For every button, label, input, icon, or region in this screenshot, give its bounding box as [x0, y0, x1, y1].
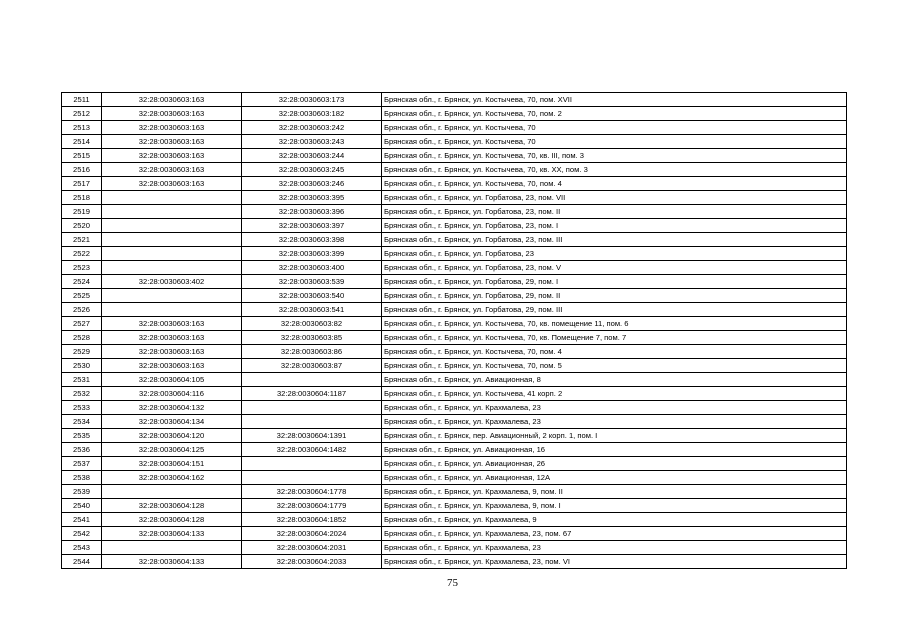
cadastral-number-cell: 32:28:0030603:395 — [242, 191, 382, 205]
page-number: 75 — [447, 577, 458, 589]
parent-cadastral-number-cell: 32:28:0030603:163 — [102, 121, 242, 135]
row-number-cell: 2515 — [62, 149, 102, 163]
row-number-cell: 2514 — [62, 135, 102, 149]
cadastral-number-cell — [242, 373, 382, 387]
parent-cadastral-number-cell: 32:28:0030604:162 — [102, 471, 242, 485]
address-cell: Брянская обл., г. Брянск, ул. Крахмалева, 23, пом. 67 — [382, 527, 847, 541]
parent-cadastral-number-cell — [102, 261, 242, 275]
table-row — [62, 247, 847, 261]
address-cell: Брянская обл., г. Брянск, ул. Крахмалева, 9, пом. I — [382, 499, 847, 513]
row-number-cell: 2522 — [62, 247, 102, 261]
cadastral-number-cell: 32:28:0030603:541 — [242, 303, 382, 317]
address-cell: Брянская обл., г. Брянск, ул. Костычева, 70 — [382, 135, 847, 149]
parent-cadastral-number-cell — [102, 289, 242, 303]
table-row — [62, 443, 847, 457]
row-number-cell: 2538 — [62, 471, 102, 485]
address-cell: Брянская обл., г. Брянск, ул. Крахмалева, 23, пом. VI — [382, 555, 847, 569]
address-cell: Брянская обл., г. Брянск, ул. Костычева, 70, пом. XVII — [382, 93, 847, 107]
address-cell: Брянская обл., г. Брянск, ул. Горбатова, 23, пом. V — [382, 261, 847, 275]
cadastral-number-cell — [242, 401, 382, 415]
row-number-cell: 2525 — [62, 289, 102, 303]
cadastral-number-cell: 32:28:0030604:1852 — [242, 513, 382, 527]
cadastral-number-cell: 32:28:0030604:1778 — [242, 485, 382, 499]
parent-cadastral-number-cell: 32:28:0030603:163 — [102, 107, 242, 121]
table-row — [62, 429, 847, 443]
parent-cadastral-number-cell: 32:28:0030604:105 — [102, 373, 242, 387]
row-number-cell: 2511 — [62, 93, 102, 107]
table-row — [62, 387, 847, 401]
address-cell: Брянская обл., г. Брянск, ул. Костычева, 70, пом. 5 — [382, 359, 847, 373]
row-number-cell: 2526 — [62, 303, 102, 317]
cadastral-number-cell — [242, 415, 382, 429]
address-cell: Брянская обл., г. Брянск, ул. Горбатова, 23, пом. II — [382, 205, 847, 219]
table-row — [62, 331, 847, 345]
row-number-cell: 2530 — [62, 359, 102, 373]
address-cell: Брянская обл., г. Брянск, ул. Горбатова, 23 — [382, 247, 847, 261]
cadastral-number-cell: 32:28:0030604:1391 — [242, 429, 382, 443]
parent-cadastral-number-cell: 32:28:0030604:125 — [102, 443, 242, 457]
row-number-cell: 2531 — [62, 373, 102, 387]
parent-cadastral-number-cell — [102, 219, 242, 233]
row-number-cell: 2534 — [62, 415, 102, 429]
table-row — [62, 219, 847, 233]
table-row — [62, 499, 847, 513]
cadastral-number-cell: 32:28:0030603:86 — [242, 345, 382, 359]
table-row — [62, 233, 847, 247]
parent-cadastral-number-cell: 32:28:0030604:128 — [102, 513, 242, 527]
address-cell: Брянская обл., г. Брянск, ул. Горбатова, 23, пом. I — [382, 219, 847, 233]
cadastral-number-cell: 32:28:0030604:1779 — [242, 499, 382, 513]
cadastral-number-cell: 32:28:0030604:2031 — [242, 541, 382, 555]
row-number-cell: 2542 — [62, 527, 102, 541]
table-row — [62, 191, 847, 205]
table-row — [62, 373, 847, 387]
cadastral-number-cell: 32:28:0030603:398 — [242, 233, 382, 247]
table-row — [62, 303, 847, 317]
parent-cadastral-number-cell: 32:28:0030603:163 — [102, 149, 242, 163]
address-cell: Брянская обл., г. Брянск, ул. Горбатова, 29, пом. II — [382, 289, 847, 303]
table-row — [62, 527, 847, 541]
address-cell: Брянская обл., г. Брянск, ул. Костычева, 70, кв. III, пом. 3 — [382, 149, 847, 163]
table-row — [62, 289, 847, 303]
table-row — [62, 485, 847, 499]
cadastral-number-cell: 32:28:0030604:2024 — [242, 527, 382, 541]
registry-table-body — [62, 93, 847, 569]
address-cell: Брянская обл., г. Брянск, ул. Костычева, 70, пом. 2 — [382, 107, 847, 121]
address-cell: Брянская обл., г. Брянск, ул. Горбатова, 23, пом. VII — [382, 191, 847, 205]
table-row — [62, 205, 847, 219]
address-cell: Брянская обл., г. Брянск, ул. Горбатова, 23, пом. III — [382, 233, 847, 247]
cadastral-number-cell: 32:28:0030603:245 — [242, 163, 382, 177]
table-row — [62, 457, 847, 471]
row-number-cell: 2521 — [62, 233, 102, 247]
row-number-cell: 2543 — [62, 541, 102, 555]
parent-cadastral-number-cell: 32:28:0030604:151 — [102, 457, 242, 471]
address-cell: Брянская обл., г. Брянск, ул. Костычева, 70, кв. Помещение 7, пом. 7 — [382, 331, 847, 345]
table-row — [62, 345, 847, 359]
parent-cadastral-number-cell — [102, 485, 242, 499]
cadastral-number-cell — [242, 471, 382, 485]
address-cell: Брянская обл., г. Брянск, ул. Костычева, 70 — [382, 121, 847, 135]
parent-cadastral-number-cell: 32:28:0030603:163 — [102, 317, 242, 331]
parent-cadastral-number-cell: 32:28:0030603:163 — [102, 359, 242, 373]
address-cell: Брянская обл., г. Брянск, ул. Авиационная, 12А — [382, 471, 847, 485]
table-row — [62, 275, 847, 289]
table-row — [62, 513, 847, 527]
parent-cadastral-number-cell: 32:28:0030604:132 — [102, 401, 242, 415]
parent-cadastral-number-cell — [102, 205, 242, 219]
cadastral-number-cell: 32:28:0030603:539 — [242, 275, 382, 289]
cadastral-number-cell: 32:28:0030603:244 — [242, 149, 382, 163]
row-number-cell: 2535 — [62, 429, 102, 443]
cadastral-number-cell: 32:28:0030603:396 — [242, 205, 382, 219]
table-row — [62, 135, 847, 149]
parent-cadastral-number-cell: 32:28:0030603:163 — [102, 345, 242, 359]
row-number-cell: 2523 — [62, 261, 102, 275]
parent-cadastral-number-cell: 32:28:0030603:163 — [102, 177, 242, 191]
address-cell: Брянская обл., г. Брянск, ул. Авиационная, 16 — [382, 443, 847, 457]
cadastral-number-cell: 32:28:0030604:2033 — [242, 555, 382, 569]
row-number-cell: 2516 — [62, 163, 102, 177]
row-number-cell: 2518 — [62, 191, 102, 205]
cadastral-number-cell: 32:28:0030603:246 — [242, 177, 382, 191]
address-cell: Брянская обл., г. Брянск, ул. Крахмалева, 23 — [382, 401, 847, 415]
table-row — [62, 93, 847, 107]
address-cell: Брянская обл., г. Брянск, ул. Костычева, 70, пом. 4 — [382, 177, 847, 191]
address-cell: Брянская обл., г. Брянск, ул. Крахмалева, 9, пом. II — [382, 485, 847, 499]
table-row — [62, 471, 847, 485]
cadastral-number-cell: 32:28:0030603:400 — [242, 261, 382, 275]
parent-cadastral-number-cell: 32:28:0030604:133 — [102, 527, 242, 541]
row-number-cell: 2529 — [62, 345, 102, 359]
parent-cadastral-number-cell: 32:28:0030604:120 — [102, 429, 242, 443]
cadastral-number-cell: 32:28:0030604:1482 — [242, 443, 382, 457]
parent-cadastral-number-cell — [102, 541, 242, 555]
address-cell: Брянская обл., г. Брянск, ул. Крахмалева, 23 — [382, 541, 847, 555]
cadastral-number-cell: 32:28:0030603:87 — [242, 359, 382, 373]
table-row — [62, 261, 847, 275]
address-cell: Брянская обл., г. Брянск, ул. Крахмалева, 9 — [382, 513, 847, 527]
address-cell: Брянская обл., г. Брянск, ул. Авиационная, 26 — [382, 457, 847, 471]
registry-table — [61, 92, 847, 569]
parent-cadastral-number-cell: 32:28:0030603:163 — [102, 93, 242, 107]
cadastral-number-cell: 32:28:0030603:82 — [242, 317, 382, 331]
parent-cadastral-number-cell: 32:28:0030604:133 — [102, 555, 242, 569]
cadastral-number-cell: 32:28:0030603:173 — [242, 93, 382, 107]
address-cell: Брянская обл., г. Брянск, ул. Крахмалева, 23 — [382, 415, 847, 429]
address-cell: Брянская обл., г. Брянск, ул. Горбатова, 29, пом. III — [382, 303, 847, 317]
address-cell: Брянская обл., г. Брянск, ул. Авиационная, 8 — [382, 373, 847, 387]
parent-cadastral-number-cell: 32:28:0030603:163 — [102, 135, 242, 149]
table-row — [62, 359, 847, 373]
address-cell: Брянская обл., г. Брянск, ул. Костычева, 41 корп. 2 — [382, 387, 847, 401]
address-cell: Брянская обл., г. Брянск, ул. Горбатова, 29, пом. I — [382, 275, 847, 289]
row-number-cell: 2539 — [62, 485, 102, 499]
table-row — [62, 107, 847, 121]
cadastral-number-cell: 32:28:0030603:182 — [242, 107, 382, 121]
parent-cadastral-number-cell — [102, 303, 242, 317]
address-cell: Брянская обл., г. Брянск, пер. Авиационный, 2 корп. 1, пом. I — [382, 429, 847, 443]
row-number-cell: 2540 — [62, 499, 102, 513]
parent-cadastral-number-cell: 32:28:0030604:128 — [102, 499, 242, 513]
parent-cadastral-number-cell — [102, 233, 242, 247]
row-number-cell: 2512 — [62, 107, 102, 121]
cadastral-number-cell: 32:28:0030604:1187 — [242, 387, 382, 401]
cadastral-number-cell: 32:28:0030603:85 — [242, 331, 382, 345]
parent-cadastral-number-cell — [102, 247, 242, 261]
cadastral-number-cell: 32:28:0030603:242 — [242, 121, 382, 135]
address-cell: Брянская обл., г. Брянск, ул. Костычева, 70, кв. XX, пом. 3 — [382, 163, 847, 177]
parent-cadastral-number-cell: 32:28:0030604:116 — [102, 387, 242, 401]
cadastral-number-cell: 32:28:0030603:243 — [242, 135, 382, 149]
address-cell: Брянская обл., г. Брянск, ул. Костычева, 70, пом. 4 — [382, 345, 847, 359]
row-number-cell: 2537 — [62, 457, 102, 471]
row-number-cell: 2527 — [62, 317, 102, 331]
table-row — [62, 415, 847, 429]
parent-cadastral-number-cell: 32:28:0030603:402 — [102, 275, 242, 289]
row-number-cell: 2513 — [62, 121, 102, 135]
row-number-cell: 2541 — [62, 513, 102, 527]
parent-cadastral-number-cell — [102, 191, 242, 205]
parent-cadastral-number-cell: 32:28:0030604:134 — [102, 415, 242, 429]
row-number-cell: 2532 — [62, 387, 102, 401]
row-number-cell: 2520 — [62, 219, 102, 233]
row-number-cell: 2528 — [62, 331, 102, 345]
cadastral-number-cell: 32:28:0030603:399 — [242, 247, 382, 261]
parent-cadastral-number-cell: 32:28:0030603:163 — [102, 163, 242, 177]
table-row — [62, 149, 847, 163]
row-number-cell: 2544 — [62, 555, 102, 569]
table-row — [62, 163, 847, 177]
table-row — [62, 401, 847, 415]
row-number-cell: 2524 — [62, 275, 102, 289]
parent-cadastral-number-cell: 32:28:0030603:163 — [102, 331, 242, 345]
cadastral-number-cell: 32:28:0030603:540 — [242, 289, 382, 303]
row-number-cell: 2517 — [62, 177, 102, 191]
cadastral-number-cell: 32:28:0030603:397 — [242, 219, 382, 233]
address-cell: Брянская обл., г. Брянск, ул. Костычева, 70, кв. помещение 11, пом. 6 — [382, 317, 847, 331]
table-row — [62, 317, 847, 331]
row-number-cell: 2533 — [62, 401, 102, 415]
row-number-cell: 2519 — [62, 205, 102, 219]
table-row — [62, 121, 847, 135]
table-row — [62, 177, 847, 191]
cadastral-number-cell — [242, 457, 382, 471]
row-number-cell: 2536 — [62, 443, 102, 457]
table-row — [62, 555, 847, 569]
table-row — [62, 541, 847, 555]
